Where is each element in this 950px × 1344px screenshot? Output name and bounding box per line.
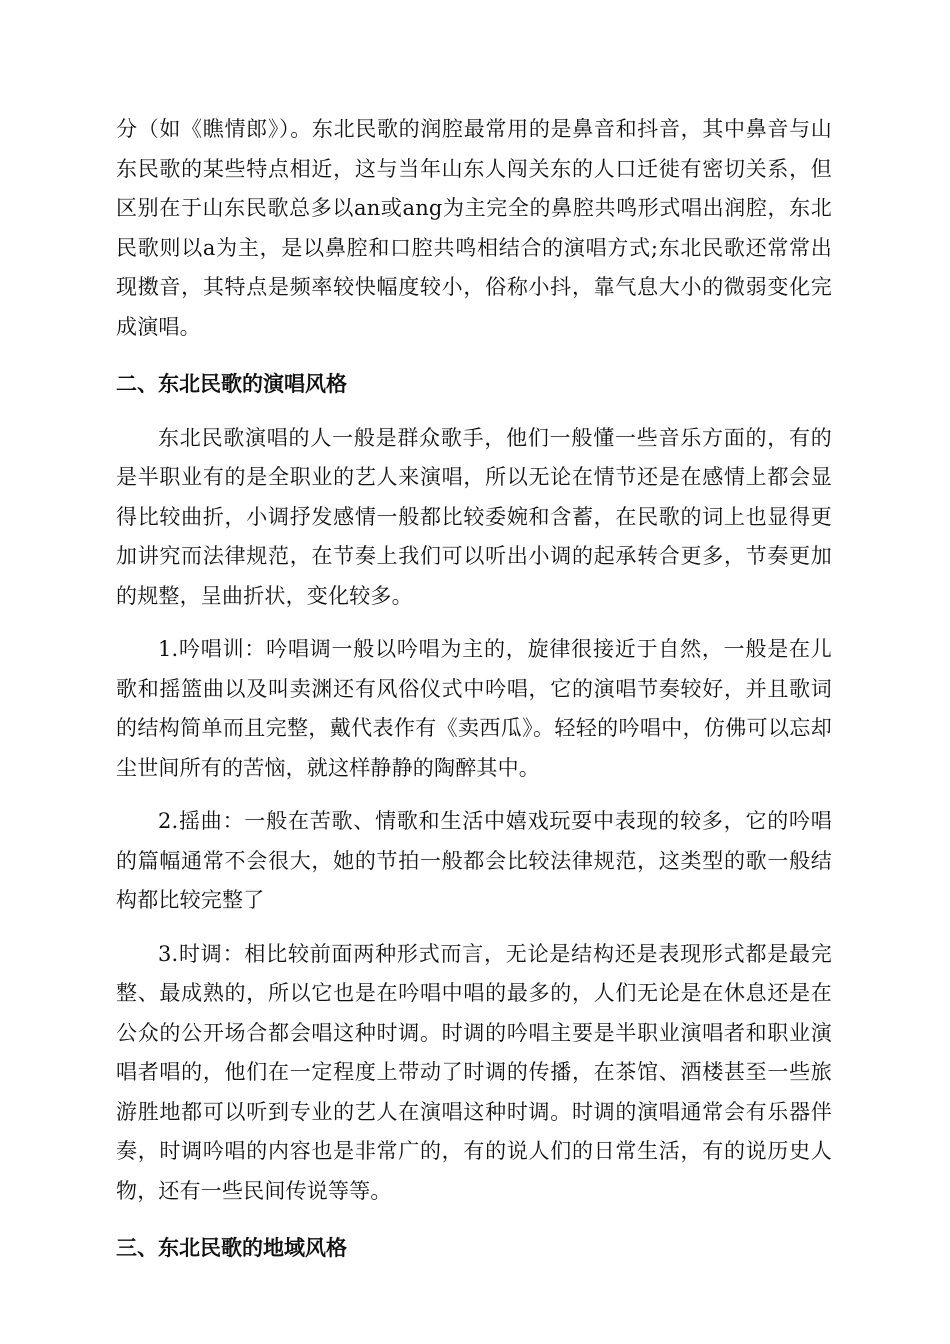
document-page (116, 110, 832, 1269)
paragraph-item-2: 2.摇曲：一般在苦歌、情歌和生活中嬉戏玩耍中表现的较多，它的吟唱的篇幅通常不会很大，她的节拍一般都会比较法律规范，这类型的歌一般结构都比较完整了 (116, 809, 832, 912)
paragraph-item-3: 3.时调：相比较前面两种形式而言，无论是结构还是表现形式都是最完整、最成熟的，所以它也是在吟唱中唱的最多的，人们无论是在休息还是在公众的公开场合都会唱这种时调。时调的吟唱主要是半职业演唱者和职业演唱者唱的，他们在一定程度上带动了时调的传播，在茶馆、酒楼甚至一些旅游胜地都可以听到专业的艺人在演唱这种时调。时调的演唱通常会有乐器伴奏，时调吟唱的内容也是非常广的，有的说人们的日常生活，有的说历史人物，还有一些民间传说等等。 (116, 941, 832, 1203)
paragraph-singing-style: 东北民歌演唱的人一般是群众歌手，他们一般懂一些音乐方面的，有的是半职业有的是全职业的艺人来演唱，所以无论在情节还是在感情上都会显得比较曲折，小调抒发感情一般都比较委婉和含蓄，在民歌的词上也显得更加讲究而法律规范，在节奏上我们可以听出小调的起承转合更多，节奏更加的规整，呈曲折状，变化较多。 (116, 425, 832, 608)
paragraph-continuation: 分（如《瞧情郎》）。东北民歌的润腔最常用的是鼻音和抖音，其中鼻音与山东民歌的某些特点相近，这与当年山东人闯关东的人口迁徙有密切关系，但区别在于山东民歌总多以an或ang为主完全的鼻腔共鸣形式唱出润腔，东北民歌则以a为主，是以鼻腔和口腔共鸣相结合的演唱方式;东北民歌还常常出现擞音，其特点是频率较快幅度较小，俗称小抖，靠气息大小的微弱变化完成演唱。 (116, 117, 832, 339)
section-heading-3: 三、东北民歌的地域风格 (116, 1236, 347, 1260)
paragraph-item-1: 1.吟唱训：吟唱调一般以吟唱为主的，旋律很接近于自然，一般是在儿歌和摇篮曲以及叫卖渊还有风俗仪式中吟唱，它的演唱节奏较好，并且歌词的结构简单而且完整，戴代表作有《卖西瓜》。轻轻的吟唱中，仿佛可以忘却尘世间所有的苦恼，就这样静静的陶醉其中。 (116, 637, 832, 780)
section-heading-2: 二、东北民歌的演唱风格 (116, 372, 347, 396)
